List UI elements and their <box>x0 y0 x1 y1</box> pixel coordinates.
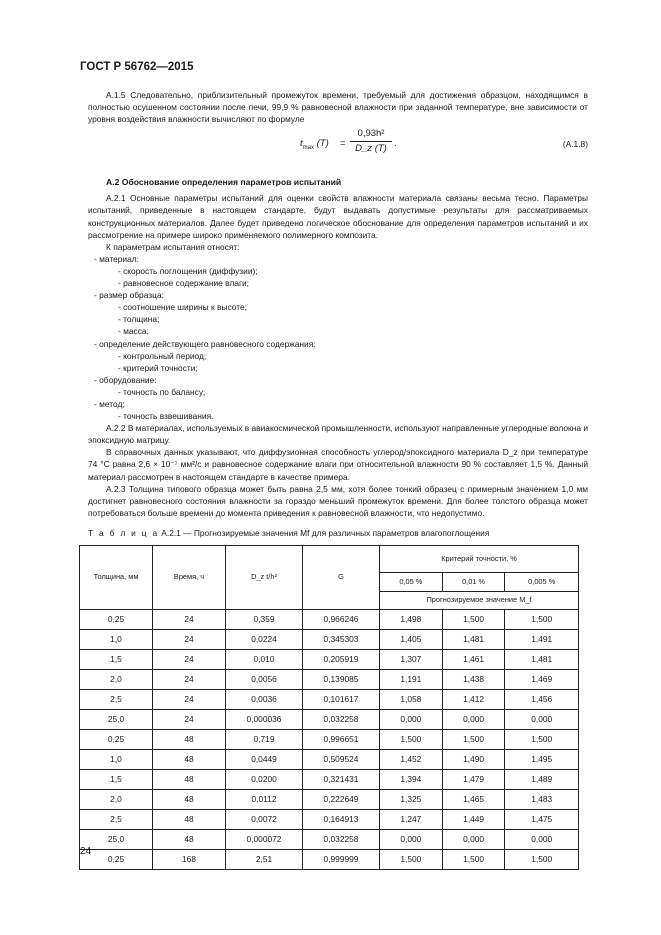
table-cell: 2,0 <box>80 790 153 810</box>
table-cell: 0,0449 <box>226 750 303 770</box>
col-predicted: Прогнозируемое значение M_f <box>380 592 579 610</box>
table-row <box>80 750 579 770</box>
table-cell: 1,0 <box>80 630 153 650</box>
table-cell: 1,500 <box>505 850 579 870</box>
table-cell: 24 <box>153 610 226 630</box>
table-cell: 1,481 <box>442 630 505 650</box>
table-cell: 0,0072 <box>226 810 303 830</box>
table-cell: 2,5 <box>80 690 153 710</box>
table-cell: 0,509524 <box>303 750 380 770</box>
table-row <box>80 770 579 790</box>
table-row <box>80 610 579 630</box>
table-cell: 1,498 <box>380 610 443 630</box>
table-cell: 0,000 <box>505 830 579 850</box>
table-cell: 1,475 <box>505 810 579 830</box>
table-cell: 1,191 <box>380 670 443 690</box>
table-cell: 1,412 <box>442 690 505 710</box>
paragraph-a22: А.2.2 В материалах, используемых в авиакосмической промышленности, используют направленные углеродные волокна и эпоксидную матрицу. <box>88 423 588 446</box>
table-cell: 0,719 <box>226 730 303 750</box>
table-cell: 1,325 <box>380 790 443 810</box>
formula-numerator: 0,93h² <box>350 128 392 142</box>
table-row <box>80 810 579 830</box>
list-item: - оборудование: <box>94 374 157 385</box>
table-row <box>80 710 579 730</box>
table-cell: 1,489 <box>505 770 579 790</box>
list-item: - размер образца: <box>94 290 164 301</box>
table-cell: 0,000 <box>442 710 505 730</box>
table-caption: Т а б л и ц а А.2.1 — Прогнозируемые значения Mf для различных параметров влагопоглощения <box>88 527 490 538</box>
formula-fraction <box>350 128 392 155</box>
table-cell: 0,000036 <box>226 710 303 730</box>
table-cell: 24 <box>153 710 226 730</box>
paragraph-reference: В справочных данных указывают, что диффузионная способность углерод/эпоксидного материала D_z при температуре 74 °С равна 2,6 × 10⁻⁷ мм²/с и равновесное содержание влаги при относительной влажности 90 % составляет 1,5 %. Данный материал рассмотрен в настоящем стандарте в качестве примера. <box>88 447 588 482</box>
table-cell: 0,25 <box>80 850 153 870</box>
list-item: - материал: <box>94 253 139 264</box>
table-row <box>80 830 579 850</box>
list-subitem: - скорость поглощения (диффузии); <box>118 265 258 276</box>
list-item: - метод; <box>94 398 125 409</box>
table-body <box>80 610 579 870</box>
table-cell: 1,500 <box>505 610 579 630</box>
table-cell: 1,5 <box>80 770 153 790</box>
table-cell: 2,5 <box>80 810 153 830</box>
formula-number: (А.1.8) <box>562 139 588 150</box>
table-row <box>80 650 579 670</box>
list-subitem: - точность по балансу; <box>118 386 206 397</box>
table-cell: 1,247 <box>380 810 443 830</box>
list-subitem: - масса; <box>118 326 149 337</box>
table-cell: 0,222649 <box>303 790 380 810</box>
table-cell: 0,010 <box>226 650 303 670</box>
parameters-list <box>88 253 588 422</box>
table-cell: 0,0200 <box>226 770 303 790</box>
table-cell: 0,032258 <box>303 830 380 850</box>
table-cell: 1,500 <box>442 850 505 870</box>
col-thickness: Толщина, мм <box>80 546 153 610</box>
list-subitem: - точность взвешивания. <box>118 411 214 422</box>
document-header: ГОСТ Р 56762—2015 <box>80 61 194 73</box>
formula-lhs: $t_{max}$ (T) <box>300 138 329 152</box>
table-cell: 2,51 <box>226 850 303 870</box>
table-cell: 0,205919 <box>303 650 380 670</box>
table-cell: 0,164913 <box>303 810 380 830</box>
table-cell: 1,469 <box>505 670 579 690</box>
table-cell: 48 <box>153 770 226 790</box>
list-subitem: - контрольный период; <box>118 350 207 361</box>
table-cell: 1,456 <box>505 690 579 710</box>
table-cell: 0,0224 <box>226 630 303 650</box>
table-row <box>80 630 579 650</box>
table-cell: 0,321431 <box>303 770 380 790</box>
formula-dot: . <box>394 138 397 150</box>
table-cell: 1,465 <box>442 790 505 810</box>
table-cell: 1,5 <box>80 650 153 670</box>
table-cell: 25,0 <box>80 710 153 730</box>
list-intro: К параметрам испытания относят: <box>106 241 240 252</box>
page-number: 24 <box>80 846 92 857</box>
table-cell: 1,483 <box>505 790 579 810</box>
list-subitem: - равновесное содержание влаги; <box>118 278 249 289</box>
list-item: - определение действующего равновесного содержания: <box>94 338 316 349</box>
table-cell: 1,500 <box>380 850 443 870</box>
table-cell: 0,000 <box>505 710 579 730</box>
table-cell: 1,0 <box>80 750 153 770</box>
table-cell: 0,0112 <box>226 790 303 810</box>
table-cell: 0,032258 <box>303 710 380 730</box>
formula-equals: = <box>340 138 346 150</box>
table-cell: 48 <box>153 790 226 810</box>
table-cell: 0,996651 <box>303 730 380 750</box>
table-row <box>80 670 579 690</box>
section-title: А.2 Обоснование определения параметров испытаний <box>106 177 342 188</box>
table-cell: 0,25 <box>80 610 153 630</box>
table-cell: 1,461 <box>442 650 505 670</box>
col-dz: D_z t/h² <box>226 546 303 610</box>
col-criterion-1: 0,05 % <box>380 573 443 592</box>
table-cell: 0,139085 <box>303 670 380 690</box>
table-cell: 0,000 <box>442 830 505 850</box>
table-cell: 0,0036 <box>226 690 303 710</box>
list-subitem: - соотношение ширины к высоте; <box>118 302 247 313</box>
table-cell: 0,000072 <box>226 830 303 850</box>
table-cell: 0,25 <box>80 730 153 750</box>
table-cell: 48 <box>153 830 226 850</box>
col-criterion-2: 0,01 % <box>442 573 505 592</box>
table-cell: 0,0056 <box>226 670 303 690</box>
table-row <box>80 730 579 750</box>
table-row <box>80 850 579 870</box>
col-criteria-group: Критерий точности, % <box>380 546 579 573</box>
table-row <box>80 790 579 810</box>
table-cell: 1,405 <box>380 630 443 650</box>
table-cell: 1,500 <box>505 730 579 750</box>
col-g: G <box>303 546 380 610</box>
document-body <box>88 89 588 870</box>
table-cell: 24 <box>153 690 226 710</box>
table-cell: 1,449 <box>442 810 505 830</box>
table-cell: 1,481 <box>505 650 579 670</box>
col-time: Время, ч <box>153 546 226 610</box>
formula-a18 <box>88 128 588 168</box>
table-cell: 1,307 <box>380 650 443 670</box>
table-cell: 0,345303 <box>303 630 380 650</box>
data-table <box>79 545 579 870</box>
paragraph-a21: А.2.1 Основные параметры испытаний для оценки свойств влажности материала связаны весьма тесно. Параметры испытаний, приведенные в настоящем стандарте, будут выдавать допустимые результаты для рассматриваемых конструкционных материалов. Далее будет приведено логическое обоснование для определения параметров испытаний и их рассмотрение на примере широко применяемого полимерного композита. <box>88 193 588 240</box>
table-cell: 1,500 <box>442 610 505 630</box>
table-cell: 0,101617 <box>303 690 380 710</box>
table-cell: 0,359 <box>226 610 303 630</box>
table-cell: 24 <box>153 630 226 650</box>
table-cell: 1,491 <box>505 630 579 650</box>
paragraph-a15: А.1.5 Следовательно, приблизительный промежуток времени, требуемый для достижения образцом, находящимся в полностью осушенном состоянии после печи, 99,9 % равновесной влажности при заданной температуре, вне зависимости от уровня воздействия влажности вычисляют по формуле <box>88 90 588 125</box>
table-cell: 1,495 <box>505 750 579 770</box>
table-cell: 0,999999 <box>303 850 380 870</box>
list-subitem: - толщина; <box>118 314 160 325</box>
table-cell: 48 <box>153 750 226 770</box>
table-cell: 25,0 <box>80 830 153 850</box>
table-cell: 1,452 <box>380 750 443 770</box>
table-cell: 1,479 <box>442 770 505 790</box>
table-cell: 0,966246 <box>303 610 380 630</box>
table-cell: 48 <box>153 810 226 830</box>
table-cell: 0,000 <box>380 710 443 730</box>
col-criterion-3: 0,005 % <box>505 573 579 592</box>
table-cell: 1,394 <box>380 770 443 790</box>
table-row <box>80 690 579 710</box>
table-cell: 48 <box>153 730 226 750</box>
table-cell: 1,490 <box>442 750 505 770</box>
table-cell: 1,500 <box>380 730 443 750</box>
formula-denominator: D_z (T) <box>355 143 387 155</box>
paragraph-a23: А.2.3 Толщина типового образца может быть равна 2,5 мм, хотя более тонкий образец с примерным значением 1,0 мм достигнет равновесного состояния влажности за гораздо меньший промежуток времени. Для более толстого образца может потребоваться больше времени до момента приведения к равновесной влажности, что недопустимо. <box>88 483 588 518</box>
table-cell: 1,500 <box>442 730 505 750</box>
table-cell: 24 <box>153 670 226 690</box>
table-cell: 2,0 <box>80 670 153 690</box>
table-cell: 1,058 <box>380 690 443 710</box>
list-subitem: - критерий точности; <box>118 362 198 373</box>
table-cell: 1,438 <box>442 670 505 690</box>
table-cell: 0,000 <box>380 830 443 850</box>
table-cell: 24 <box>153 650 226 670</box>
table-cell: 168 <box>153 850 226 870</box>
